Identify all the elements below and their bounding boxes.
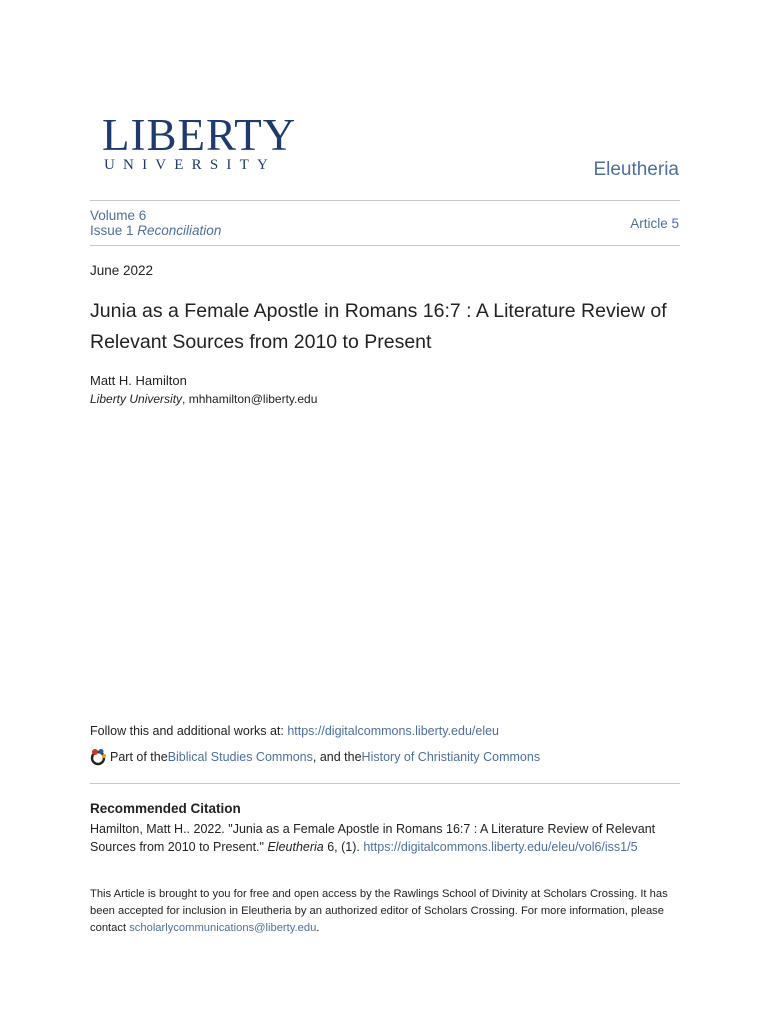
access-notice <box>90 886 690 937</box>
recommended-citation-text <box>90 820 690 856</box>
affiliation-email: , mhhamilton@liberty.edu <box>182 392 318 406</box>
part-of-line <box>90 748 540 766</box>
follow-url-link[interactable]: https://digitalcommons.liberty.edu/eleu <box>287 724 500 738</box>
author-name: Matt H. Hamilton <box>90 373 187 388</box>
divider-bottom <box>90 783 680 784</box>
follow-line <box>90 724 499 738</box>
volume-link[interactable]: Volume 6 <box>90 208 147 223</box>
citation-text-1: Hamilton, Matt H.. 2022. "Junia as a Female Apostle in Romans 16:7 : A Literature Review of Relevant Sources from 2010 to Present." <box>90 822 656 854</box>
citation-text-2: 6, (1). <box>323 840 364 854</box>
author-affiliation <box>90 392 317 406</box>
part-of-prefix: Part of the <box>110 750 168 764</box>
journal-link[interactable]: Eleutheria <box>593 159 679 180</box>
access-notice-end: . <box>316 922 320 934</box>
issue-prefix: Issue 1 <box>90 223 138 238</box>
issue-link[interactable] <box>90 223 221 238</box>
logo-sub-text: UNIVERSITY <box>104 157 276 173</box>
article-title: Junia as a Female Apostle in Romans 16:7 : A Literature Review of Relevant Sources from 2010 to Present <box>90 300 667 353</box>
article-link[interactable]: Article 5 <box>630 216 679 231</box>
history-christianity-commons-link[interactable]: History of Christianity Commons <box>361 750 541 764</box>
network-commons-icon <box>90 748 108 766</box>
volume-issue <box>90 208 221 238</box>
liberty-university-logo <box>102 110 297 173</box>
follow-text: Follow this and additional works at: <box>90 724 288 738</box>
publication-date: June 2022 <box>90 263 154 278</box>
logo-main-text: LIBERTY <box>102 110 297 160</box>
divider-top <box>90 200 680 201</box>
biblical-studies-commons-link[interactable]: Biblical Studies Commons <box>167 750 313 764</box>
citation-journal: Eleutheria <box>267 840 324 854</box>
part-of-middle: , and the <box>312 750 362 764</box>
contact-email-link[interactable]: scholarlycommunications@liberty.edu <box>129 922 317 934</box>
recommended-citation-heading: Recommended Citation <box>90 801 241 816</box>
access-notice-text: This Article is brought to you for free and open access by the Rawlings School of Divinity at Scholars Crossing. It has been accepted for inclusion in Eleutheria by an authorized editor of Scholars Crossing. For more information, please contact <box>90 888 668 934</box>
affiliation-institution: Liberty University <box>90 392 183 406</box>
divider-middle <box>90 245 680 246</box>
citation-url-link[interactable]: https://digitalcommons.liberty.edu/eleu/vol6/iss1/5 <box>363 840 638 854</box>
issue-name: Reconciliation <box>137 223 222 238</box>
